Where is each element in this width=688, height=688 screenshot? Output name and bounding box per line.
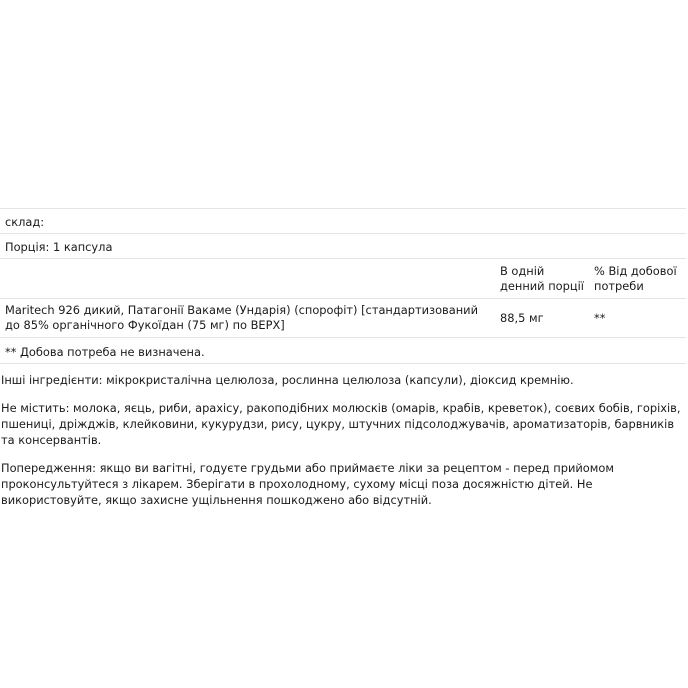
ingredient-daily-value: ** bbox=[594, 311, 606, 325]
facts-title-row bbox=[0, 209, 686, 234]
label-text-section bbox=[0, 372, 682, 520]
ingredient-name: Maritech 926 дикий, Патагонії Вакаме (Ундарія) (спорофіт) [стандартизований до 85% органічного Фукоїдан (75 мг) по ВЕРХ] bbox=[5, 303, 478, 332]
amount-per-serving-header: В одній денний порції bbox=[500, 264, 584, 293]
serving-size: Порція: 1 капсула bbox=[5, 240, 113, 254]
supplement-facts-table bbox=[0, 208, 686, 364]
facts-title: склад: bbox=[5, 215, 45, 229]
column-header-row bbox=[0, 259, 686, 299]
daily-value-footnote: ** Добова потреба не визначена. bbox=[5, 345, 205, 359]
other-ingredients-text: Інші інгредієнти: мікрокристалічна целюлоза, рослинна целюлоза (капсули), діоксид кремнію. bbox=[1, 373, 574, 387]
ingredient-amount: 88,5 мг bbox=[500, 311, 544, 325]
daily-value-header: % Від добової потреби bbox=[594, 264, 677, 293]
warning-text: Попередження: якщо ви вагітні, годуєте грудьми або приймаєте ліки за рецептом - перед прийомом проконсультуйтеся з лікарем. Зберігати в прохолодному, сухому місці поза досяжністю дітей. Не використовуйте, якщо захисне ущільнення пошкоджено або відсутній. bbox=[1, 461, 614, 507]
free-of-text: Не містить: молока, яєць, риби, арахісу, ракоподібних молюсків (омарів, крабів, креветок), соєвих бобів, горіхів, пшениці, дріжджів, клейковини, кукурудзи, рису, цукру, штучних підсолоджувачів, ароматизаторів, барвників та консервантів. bbox=[1, 401, 681, 447]
footnote-row bbox=[0, 338, 686, 364]
ingredient-row bbox=[0, 299, 686, 338]
serving-size-row bbox=[0, 234, 686, 259]
